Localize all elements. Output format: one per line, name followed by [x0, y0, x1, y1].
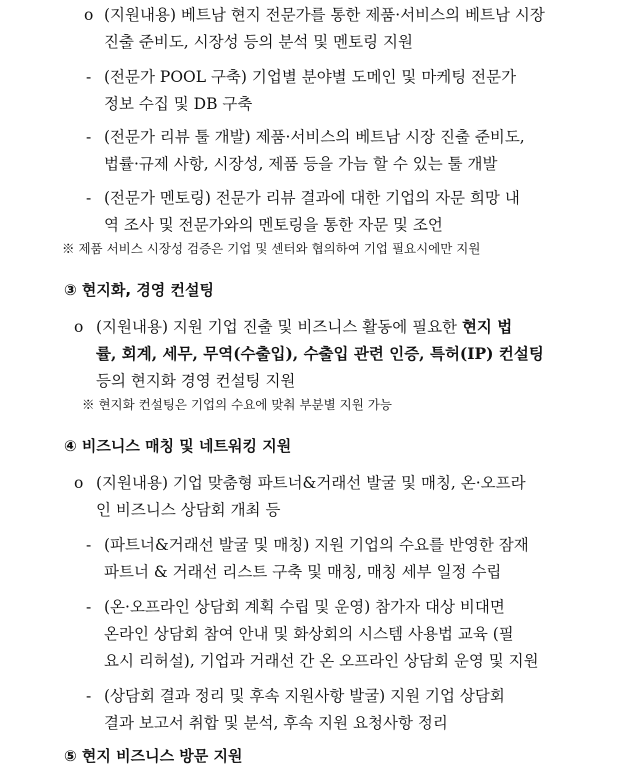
- dash-text-line: 온라인 상담회 참여 안내 및 화상회의 시스템 사용법 교육 (필: [104, 625, 514, 643]
- dash-marker: -: [86, 536, 92, 554]
- section-title: ④ 비즈니스 매칭 및 네트워킹 지원: [64, 437, 292, 455]
- bullet-text-part: (지원내용) 지원 기업 진출 및 비즈니스 활동에 필요한: [96, 318, 462, 336]
- bullet-text-line: (지원내용) 베트남 현지 전문가를 통한 제품·서비스의 베트남 시장: [104, 6, 545, 24]
- dash-marker: -: [86, 189, 92, 207]
- dash-text-line: (파트너&거래선 발굴 및 매칭) 지원 기업의 수요를 반영한 잠재: [104, 536, 529, 554]
- dash-text-line: (온·오프라인 상담회 계획 수립 및 운영) 참가자 대상 비대면: [104, 598, 505, 616]
- dash-text-line: (전문가 멘토링) 전문가 리뷰 결과에 대한 기업의 자문 희망 내: [104, 189, 520, 207]
- dash-text-line: 파트너 & 거래선 리스트 구축 및 매칭, 매칭 세부 일정 수립: [104, 563, 502, 581]
- section-title: ⑤ 현지 비즈니스 방문 지원: [64, 747, 243, 765]
- bullet-marker: o: [84, 6, 94, 24]
- dash-text-line: (상담회 결과 정리 및 후속 지원사항 발굴) 지원 기업 상담회: [104, 687, 505, 705]
- dash-marker: -: [86, 598, 92, 616]
- dash-text-line: 법률·규제 사항, 시장성, 제품 등을 가늠 할 수 있는 툴 개발: [104, 155, 498, 173]
- dash-text-line: 정보 수집 및 DB 구축: [104, 95, 253, 113]
- bullet-text-line: 등의 현지화 경영 컨설팅 지원: [96, 372, 296, 390]
- bullet-text-line: [96, 317, 512, 337]
- bullet-text-line: (지원내용) 기업 맞춤형 파트너&거래선 발굴 및 매칭, 온·오프라: [96, 474, 526, 492]
- dash-text-line: (전문가 POOL 구축) 기업별 분야별 도메인 및 마케팅 전문가: [104, 68, 517, 86]
- bullet-text-line: 인 비즈니스 상담회 개최 등: [96, 501, 281, 519]
- dash-marker: -: [86, 128, 92, 146]
- bullet-text-bold: 현지 법: [461, 317, 513, 336]
- bullet-text-line: 진출 준비도, 시장성 등의 분석 및 멘토링 지원: [104, 33, 413, 51]
- bullet-marker: o: [74, 474, 84, 492]
- bullet-text-bold-line: 률, 회계, 세무, 무역(수출입), 수출입 관련 인증, 특허(IP) 컨설팅: [96, 344, 544, 363]
- dash-marker: -: [86, 687, 92, 705]
- section-title: ③ 현지화, 경영 컨설팅: [64, 281, 214, 299]
- footnote-text: ※ 제품 서비스 시장성 검증은 기업 및 센터와 협의하여 기업 필요시에만 지원: [62, 241, 481, 256]
- dash-text-line: 요시 리허설), 기업과 거래선 간 온 오프라인 상담회 운영 및 지원: [104, 652, 539, 670]
- dash-text-line: (전문가 리뷰 툴 개발) 제품·서비스의 베트남 시장 진출 준비도,: [104, 128, 525, 146]
- footnote-text: ※ 현지화 컨설팅은 기업의 수요에 맞춰 부분별 지원 가능: [82, 397, 392, 412]
- bullet-marker: o: [74, 318, 84, 336]
- dash-text-line: 역 조사 및 전문가와의 멘토링을 통한 자문 및 조언: [104, 216, 443, 234]
- dash-marker: -: [86, 68, 92, 86]
- dash-text-line: 결과 보고서 취합 및 분석, 후속 지원 요청사항 정리: [104, 714, 448, 732]
